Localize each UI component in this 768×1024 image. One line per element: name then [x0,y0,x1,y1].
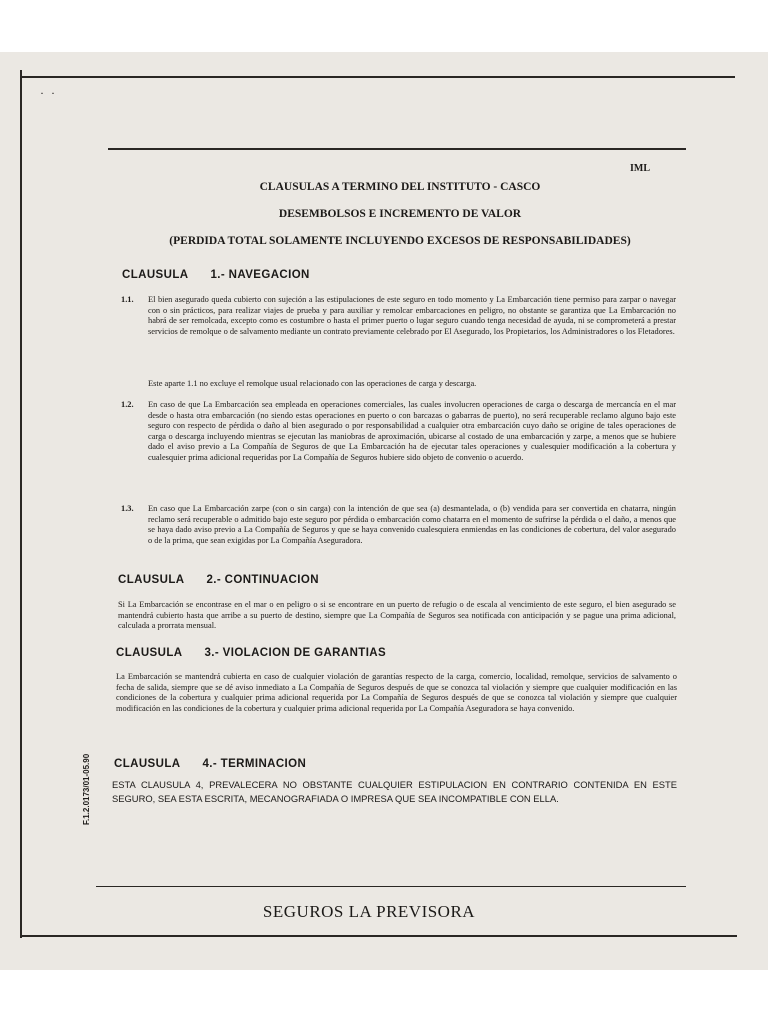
document-code: IML [630,163,650,174]
clause-4-title: 4.- TERMINACION [202,758,307,770]
paragraph-text: En caso de que La Embarcación sea empleada en operaciones comerciales, las cuales involucren operaciones de carga o descarga de mercancía en el mar desde o hasta otra embarcación (no siendo estas operaciones en puerto o con barcazas o gabarras de puerto), no será recuperable reclamo alguno bajo este seguro con respecto de pérdida o daño al bien asegurado o por responsabilidad a cualquier otra embarcación cuyo daño se origine de tales operaciones de carga o descarga incluyendo mientras se ejecutan las maniobras de aproximación, ubicarse al costado de una embarcación y zarpe, a menos que se hubiere dado el aviso previo a La Compañía de Seguros de que La Embarcación ha de ejecutar tales operaciones y cualesquier modificación a la cobertura y cualesquier prima adicional requeridas por La Compañía de Seguros hubiere sido objeto de convenio o acuerdo. [148,400,676,462]
clause-4-label: CLAUSULA [114,758,181,770]
paragraph-text: El bien asegurado queda cubierto con sujeción a las estipulaciones de este seguro en todo momento y La Embarcación tiene permiso para zarpar o navegar con o sin prácticos, para realizar viajes de prueba y para auxiliar y remolcar embarcaciones en peligro, no obstante se garantiza que La Embarcación no habrá de ser remolcada, excepto como es costumbre o hasta el primer puerto o lugar seguro cuando tenga necesidad de ayuda, ni se comprometerá a prestar servicios de remolque o de salvamento mediante un contrato previamente celebrado por El Asegurado, los Propietarios, los Administradores o los Fletadores. [148,295,676,336]
paragraph-number: 1.3. [121,504,134,513]
clause-4-paragraph: ESTA CLAUSULA 4, PREVALECERA NO OBSTANTE CUALQUIER ESTIPULACION EN CONTRARIO CONTENIDA EN ESTE SEGURO, SEA ESTA ESCRITA, MECANOGRAFIADA O IMPRESA QUE SEA INCOMPATIBLE CON ELLA. [112,779,677,804]
clause-1-paragraph-2 [121,400,676,464]
corner-mark: · · [40,86,57,100]
clause-1-heading [122,269,310,281]
paragraph-number: 1.2. [121,400,134,409]
clause-1-label: CLAUSULA [122,269,189,281]
clause-3-title: 3.- VIOLACION DE GARANTIAS [204,647,387,659]
form-code-vertical: F.1.2.0173/01-05.90 [82,753,91,825]
paragraph-number: 1.1. [121,295,134,304]
clause-2-heading [118,574,319,586]
clause-3-heading [116,647,386,659]
paragraph-text: La Embarcación se mantendrá cubierta en caso de cualquier violación de garantías respecto de la carga, comercio, localidad, remolque, servicios de salvamento o fecha de salida, siempre que se dé aviso inmediato a La Compañía de Seguros después de que se conozca tal violación y siempre que cualquier modificación en las condiciones de la cobertura y cualquier prima adicional requerida por La Compañía de Seguros después de que se conozca tal violación y siempre que cualquier modificación en las condiciones de la cobertura y cualquier prima adicional requerida por La Compañía Aseguradora se haya convenido. [116,672,677,713]
clause-2-paragraph [118,600,676,632]
footer-rule [96,886,686,887]
top-rule [20,76,735,78]
paragraph-text: En caso que La Embarcación zarpe (con o sin carga) con la intención de que sea (a) desmantelada, o (b) vendida para ser convertida en chatarra, ningún reclamo será recuperable o admitido bajo este seguro por pérdida o embarcación como chatarra en el momento de sufrirse la pérdida o el daño, a menos que se haya dado aviso previo a La Compañía de Seguros y que se haya convenido cualesquiera enmiendas en las condiciones de cobertura, del valor asegurado o de la prima, que sean exigidas por La Compañía Aseguradora. [148,504,676,545]
clause-1-paragraph-note [148,379,676,390]
document-subtitle: DESEMBOLSOS E INCREMENTO DE VALOR [278,208,522,220]
paragraph-text: Este aparte 1.1 no excluye el remolque usual relacionado con las operaciones de carga y descarga. [148,379,477,388]
clause-2-label: CLAUSULA [118,574,185,586]
document-subtitle-2: (PERDIDA TOTAL SOLAMENTE INCLUYENDO EXCESOS DE RESPONSABILIDADES) [169,235,631,247]
clause-3-label: CLAUSULA [116,647,183,659]
clause-2-title: 2.- CONTINUACION [206,574,319,586]
clause-3-paragraph [116,672,677,714]
clause-1-title: 1.- NAVEGACION [210,269,310,281]
clause-4-heading [114,758,306,770]
clause-1-paragraph-3 [121,504,676,546]
header-rule [108,148,686,150]
bottom-rule [22,935,737,937]
document-title: CLAUSULAS A TERMINO DEL INSTITUTO - CASCO [259,181,541,193]
clause-1-paragraph-1 [121,295,676,337]
paragraph-text: Si La Embarcación se encontrase en el mar o en peligro o si se encontrare en un puerto de refugio o de escala al vencimiento de este seguro, el bien asegurado se mantendrá cubierto hasta que arribe a su puerto de destino, siempre que La Compañía de Seguros sea notificada con anticipación y se pague una prima adicional, calculada a prorrata mensual. [118,600,676,631]
company-footer: SEGUROS LA PREVISORA [262,902,476,921]
